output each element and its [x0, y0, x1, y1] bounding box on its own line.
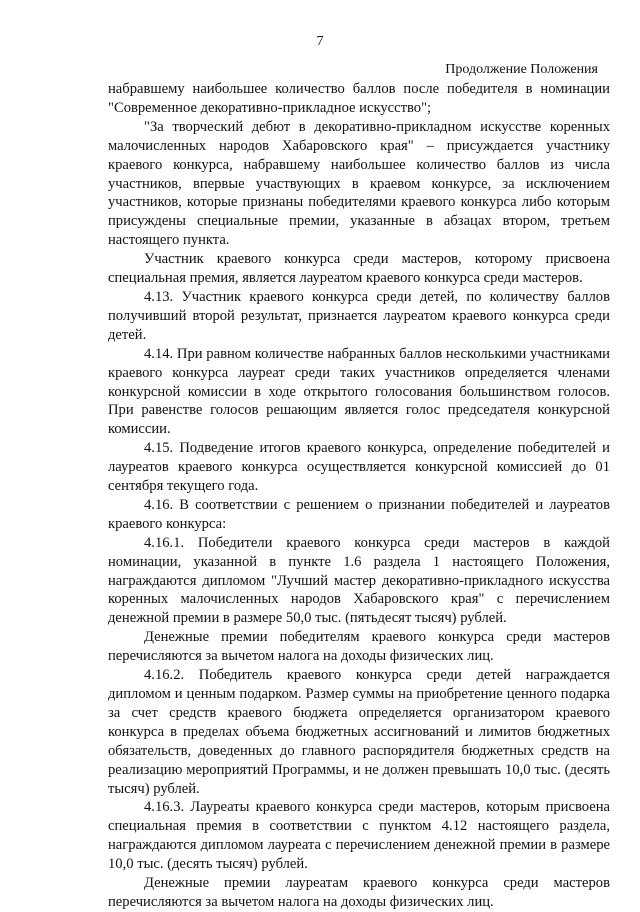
paragraph-debut-nomination: "За творческий дебют в декоративно-прикладном искусстве коренных малочисленных народов Хабаровского края" – присуждается участнику краевого конкурса, набравшему наибольшее количество баллов из числа участников, впервые участвующих в краевом конкурсе, за исключением участников, которые признаны победителями краевого конкурса либо которым присуждены специальные премии, указанные в абзацах втором, третьем настоящего пункта. [108, 118, 610, 249]
paragraph-4-13: 4.13. Участник краевого конкурса среди детей, по количеству баллов получивший второй результат, признается лауреатом краевого конкурса среди детей. [108, 288, 610, 343]
paragraph-winners-tax: Денежные премии победителям краевого конкурса среди мастеров перечисляются за вычетом налога на доходы физических лиц. [108, 629, 610, 665]
paragraph-4-16-1: 4.16.1. Победители краевого конкурса среди мастеров в каждой номинации, указанной в пункте 1.6 раздела 1 настоящего Положения, награждаются дипломом "Лучший мастер декоративно-прикладного искусства коренных малочисленных народов Хабаровского края" с перечислением денежной премии в размере 50,0 тыс. (пятьдесят тысяч) рублей. [108, 534, 610, 627]
paragraph-laureates-tax: Денежные премии лауреатам краевого конкурса среди мастеров перечисляются за вычетом налога на доходы физических лиц. [108, 875, 610, 910]
paragraph-special-prize-laureate: Участник краевого конкурса среди мастеров, которому присвоена специальная премия, является лауреатом краевого конкурса среди мастеров. [108, 251, 610, 287]
running-head: Продолжение Положения [445, 62, 598, 77]
paragraph-4-16-2: 4.16.2. Победитель краевого конкурса среди детей награждается дипломом и ценным подарком. Размер суммы на приобретение ценного подарка за счет средств краевого бюджета определяется организатором краевого конкурса в пределах объема бюджетных ассигнований и лимитов бюджетных обязательств, доведенных до главного распорядителя бюджетных средств на реализацию мероприятий Программы, и не должен превышать 10,0 тыс. (десять тысяч) рублей. [108, 667, 610, 797]
document-body [108, 80, 610, 912]
paragraph-4-14: 4.14. При равном количестве набранных баллов несколькими участниками краевого конкурса лауреат среди таких участников определяется членами конкурсной комиссии в ходе открытого голосования большинством голосов. При равенстве голосов решающим является голос председателя конкурсной комиссии. [108, 345, 610, 438]
paragraph-4-16-3: 4.16.3. Лауреаты краевого конкурса среди мастеров, которым присвоена специальная премия в соответствии с пунктом 4.12 настоящего раздела, награждаются дипломом лауреата с перечислением денежной премии в размере 10,0 тыс. (десять тысяч) рублей. [108, 799, 610, 873]
paragraph-4-16: 4.16. В соответствии с решением о признании победителей и лауреатов краевого конкурса: [108, 496, 610, 532]
paragraph-continuation: набравшему наибольшее количество баллов после победителя в номинации "Современное декоративно-прикладное искусство"; [108, 81, 610, 116]
page-number: 7 [316, 34, 324, 49]
paragraph-4-15: 4.15. Подведение итогов краевого конкурса, определение победителей и лауреатов краевого конкурса осуществляется конкурсной комиссией до 01 сентября текущего года. [108, 440, 610, 495]
